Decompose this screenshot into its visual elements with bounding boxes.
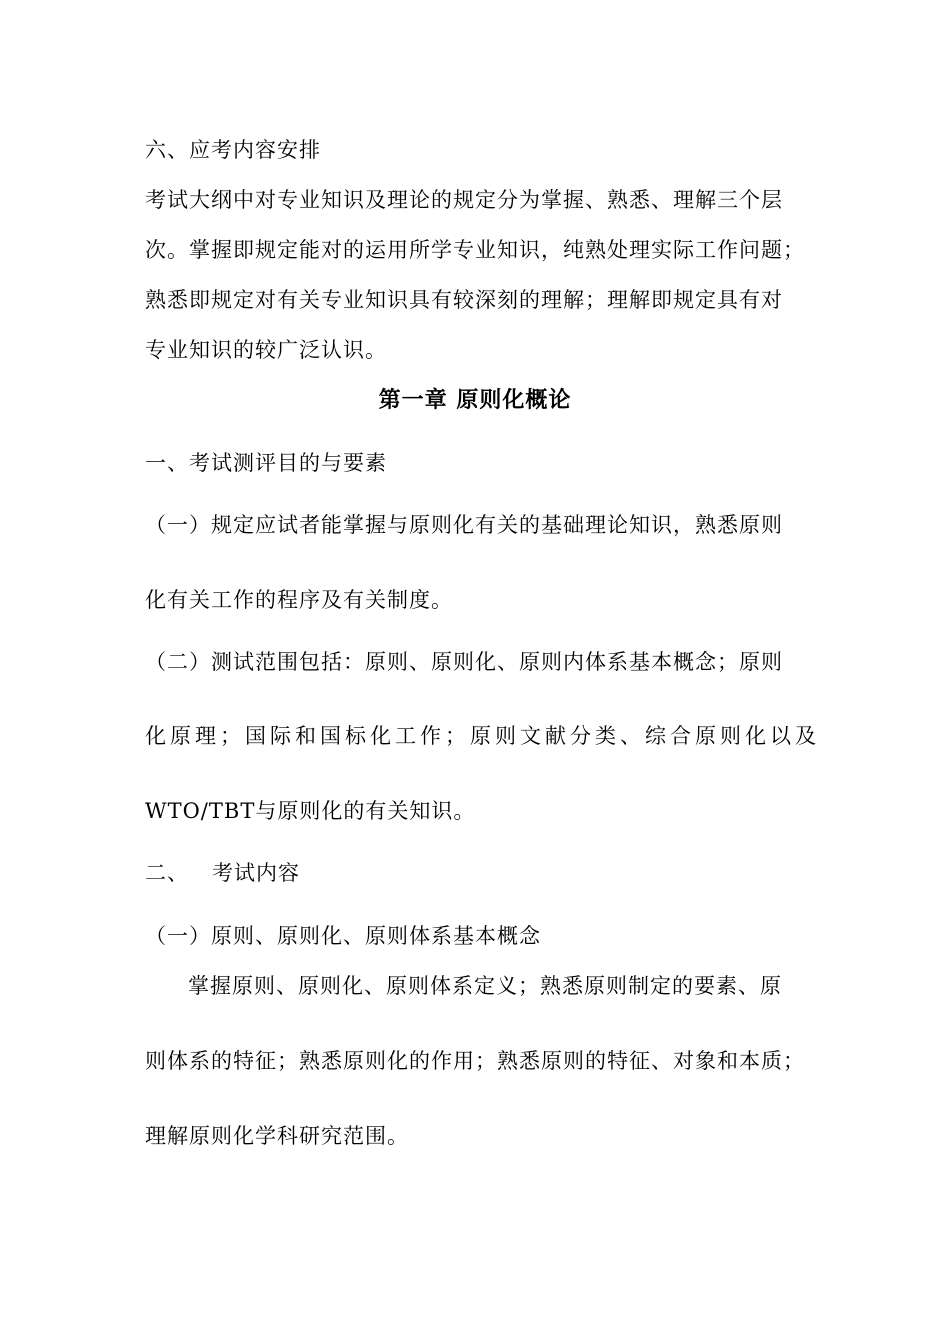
intro-line-3: 熟悉即规定对有关专业知识具有较深刻的理解；理解即规定具有对 (145, 288, 783, 312)
intro-line-2: 次。掌握即规定能对的运用所学专业知识，纯熟处理实际工作问题； (145, 238, 805, 262)
part-one-item-two-line-1: （二）测试范围包括：原则、原则化、原则内体系基本概念；原则 (145, 650, 783, 674)
part-one-title: 一、考试测评目的与要素 (145, 451, 387, 475)
part-two-item-one-body-line-1: 掌握原则、原则化、原则体系定义；熟悉原则制定的要素、原 (188, 974, 782, 998)
intro-line-4: 专业知识的较广泛认识。 (145, 338, 387, 362)
part-one-item-one-line-2: 化有关工作的程序及有关制度。 (145, 588, 453, 612)
part-one-item-two-line-3: WTO/TBT与原则化的有关知识。 (145, 799, 476, 823)
part-two-item-one-body-line-2: 则体系的特征；熟悉原则化的作用；熟悉原则的特征、对象和本质； (145, 1049, 805, 1073)
part-one-item-two-line-2: 化原理；国际和国标化工作；原则文献分类、综合原则化以及 (145, 724, 820, 748)
part-one-item-one-line-1: （一）规定应试者能掌握与原则化有关的基础理论知识，熟悉原则 (145, 513, 783, 537)
section-six-title: 六、应考内容安排 (145, 138, 321, 162)
chapter-title: 第一章 原则化概论 (378, 387, 572, 413)
part-two-item-one-title: （一）原则、原则化、原则体系基本概念 (145, 924, 541, 948)
intro-line-1: 考试大纲中对专业知识及理论的规定分为掌握、熟悉、理解三个层 (145, 188, 783, 212)
part-two-title: 二、 考试内容 (145, 861, 301, 885)
part-two-item-one-body-line-3: 理解原则化学科研究范围。 (145, 1124, 409, 1148)
